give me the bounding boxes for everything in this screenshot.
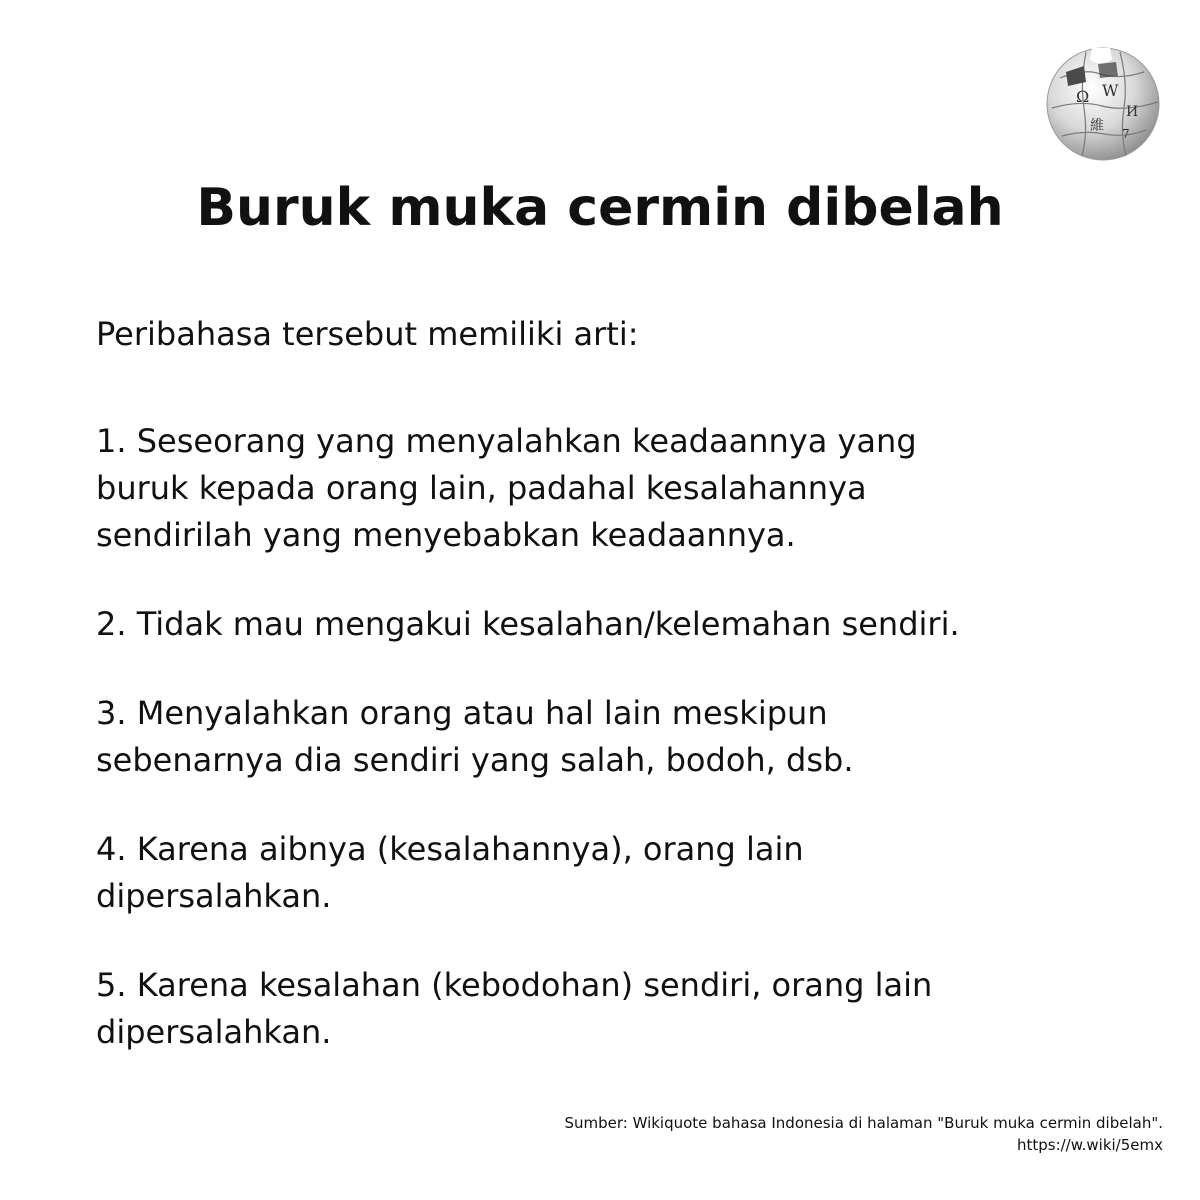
meaning-line: 4. Karena aibnya (kesalahannya), orang lain (96, 830, 804, 868)
meaning-line: buruk kepada orang lain, padahal kesalahannya (96, 469, 867, 507)
meaning-line: 3. Menyalahkan orang atau hal lain meskipun (96, 694, 828, 732)
meaning-line: 2. Tidak mau mengakui kesalahan/kelemahan sendiri. (96, 605, 960, 643)
logo-glyph: 維 (1090, 118, 1104, 134)
list-item (96, 962, 1156, 1056)
intro-text: Peribahasa tersebut memiliki arti: (96, 315, 639, 353)
logo-glyph: W (1102, 81, 1119, 100)
list-item (96, 826, 1156, 920)
meaning-line: sebenarnya dia sendiri yang salah, bodoh, dsb. (96, 741, 854, 779)
wikipedia-globe-icon (1040, 38, 1166, 164)
meaning-line: sendirilah yang menyebabkan keadaannya. (96, 516, 796, 554)
source-text: Sumber: Wikiquote bahasa Indonesia di halaman "Buruk muka cermin dibelah". (564, 1114, 1163, 1132)
page-title: Buruk muka cermin dibelah (196, 178, 1004, 238)
list-item (96, 418, 1156, 559)
meaning-line: 5. Karena kesalahan (kebodohan) sendiri, orang lain (96, 966, 933, 1004)
source-url: https://w.wiki/5emx (1016, 1136, 1163, 1154)
logo-glyph: Ω (1076, 87, 1090, 106)
meaning-line: dipersalahkan. (96, 877, 332, 915)
meaning-list (96, 418, 1156, 1098)
logo-glyph: 7 (1122, 127, 1130, 141)
source-note (564, 1112, 1163, 1156)
meaning-line: 1. Seseorang yang menyalahkan keadaannya yang (96, 422, 917, 460)
list-item (96, 601, 1156, 648)
meaning-line: dipersalahkan. (96, 1013, 332, 1051)
logo-glyph: И (1126, 104, 1139, 120)
list-item (96, 690, 1156, 784)
